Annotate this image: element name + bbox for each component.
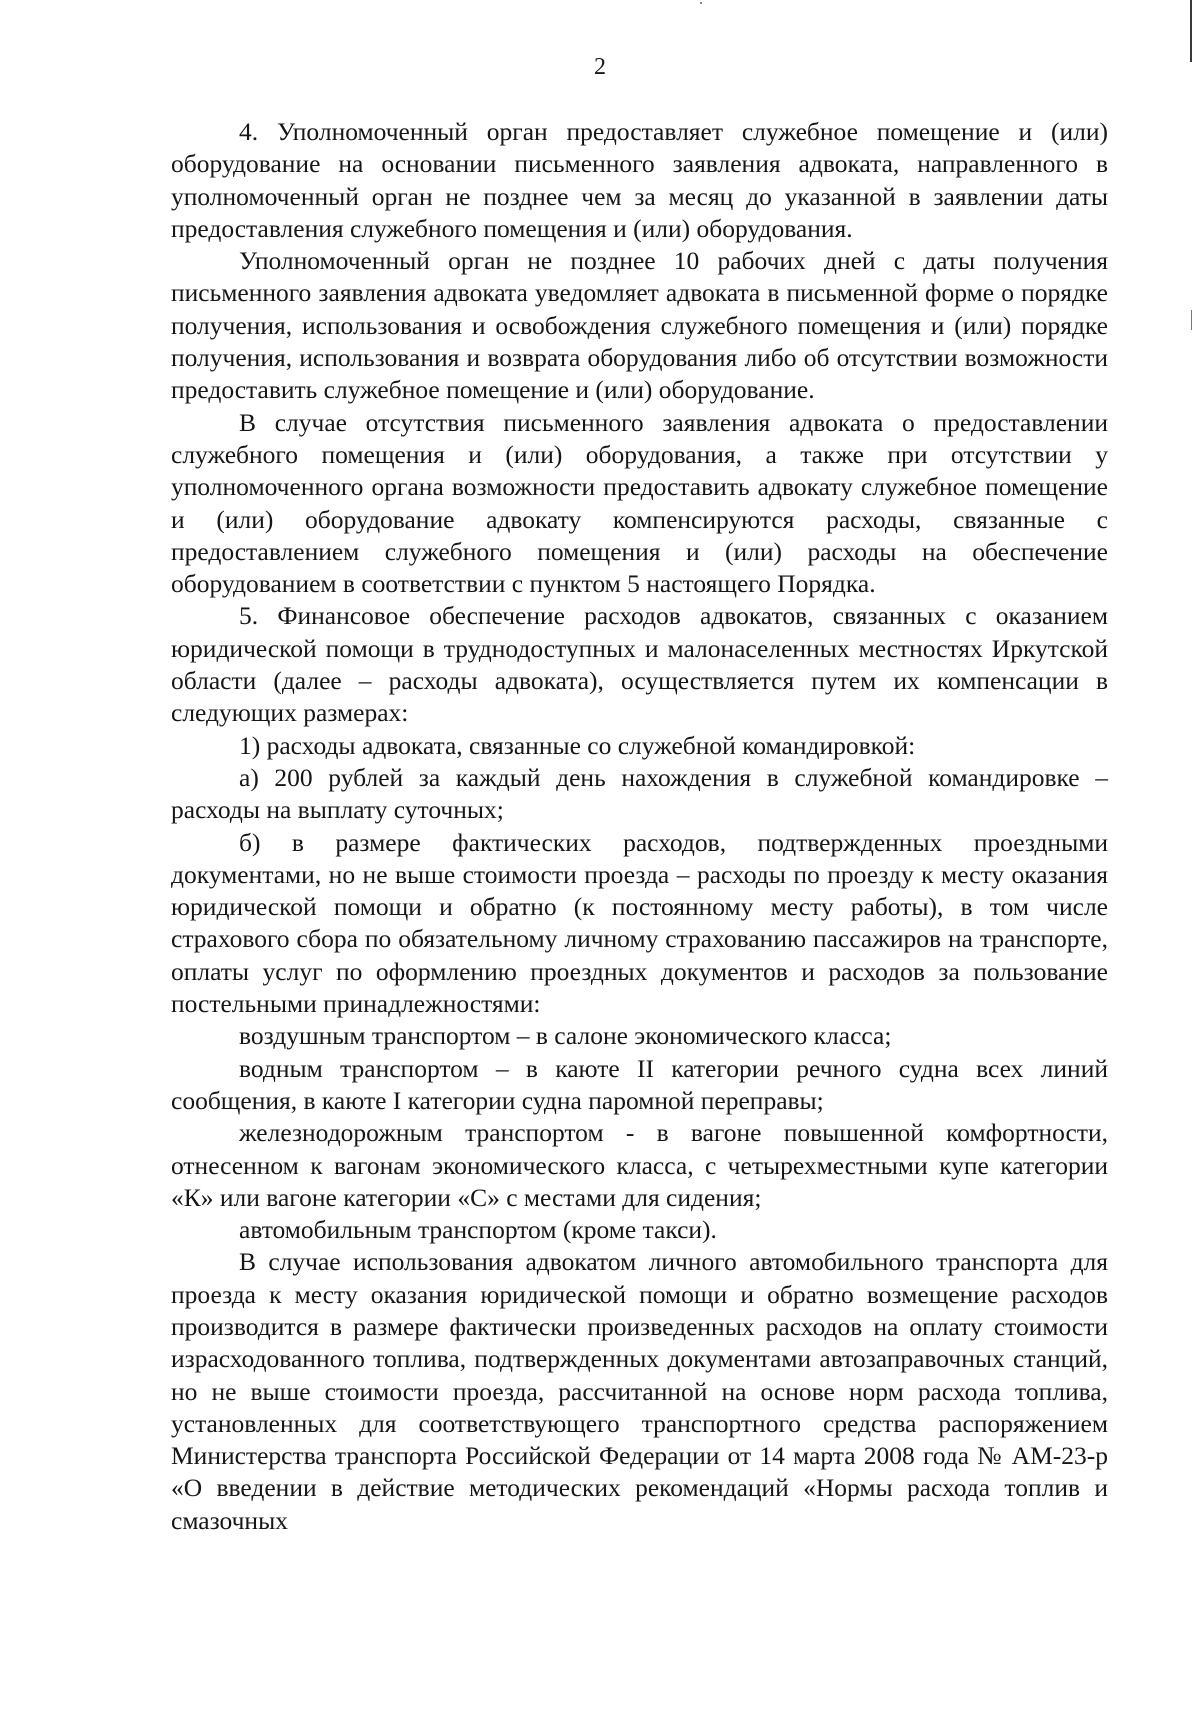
paragraph: 5. Финансовое обеспечение расходов адвокатов, связанных с оказанием юридической помощи в труднодоступных и малонаселенных местностях Иркутской области (далее – расходы адвоката), осуществляется путем их компенсации в следующих размерах: <box>171 601 1108 728</box>
paragraph: водным транспортом – в каюте II категории речного судна всех линий сообщения, в каюте I категории судна паромной переправы; <box>171 1053 1108 1115</box>
paragraph: автомобильным транспортом (кроме такси). <box>239 1215 717 1245</box>
paragraph: В случае отсутствия письменного заявления адвоката о предоставлении служебного помещения и (или) оборудования, а также при отсутствии у уполномоченного органа возможности предоставить адвокату служебное помещение и (или) оборудование адвокату компенсируются расходы, связанные с предоставлением служебного помещения и (или) расходы на обеспечение оборудованием в соответствии с пунктом 5 настоящего Порядка. <box>171 407 1108 599</box>
scan-edge-line <box>1191 310 1192 330</box>
paragraph: 1) расходы адвоката, связанные со служебной командировкой: <box>239 730 916 760</box>
scan-edge-line <box>1190 0 1192 62</box>
document-body <box>171 116 1108 1537</box>
paragraph: В случае использования адвокатом личного автомобильного транспорта для проезда к месту оказания юридической помощи и обратно возмещение расходов производится в размере фактически произведенных расходов на оплату стоимости израсходованного топлива, подтвержденных документами автозаправочных станций, но не выше стоимости проезда, рассчитанной на основе норм расхода топлива, установленных для соответствующего транспортного средства распоряжением Министерства транспорта Российской Федерации от 14 марта 2008 года № АМ-23-р «О введении в действие методических рекомендаций «Нормы расхода топлив и смазочных <box>171 1247 1108 1535</box>
paragraph: железнодорожным транспортом - в вагоне повышенной комфортности, отнесенном к вагонам экономического класса, с четырехместными купе категории «К» или вагоне категории «С» с местами для сидения; <box>171 1118 1108 1212</box>
paragraph: Уполномоченный орган не позднее 10 рабочих дней с даты получения письменного заявления адвоката уведомляет адвоката в письменной форме о порядке получения, использования и освобождения служебного помещения и (или) порядке получения, использования и возврата оборудования либо об отсутствии возможности предоставить служебное помещение и (или) оборудование. <box>171 246 1108 405</box>
paragraph: воздушным транспортом – в салоне экономического класса; <box>239 1021 892 1051</box>
paragraph: 4. Уполномоченный орган предоставляет служебное помещение и (или) оборудование на основании письменного заявления адвоката, направленного в уполномоченный орган не позднее чем за месяц до указанной в заявлении даты предоставления служебного помещения и (или) оборудования. <box>171 117 1108 243</box>
page-number: 2 <box>594 54 606 80</box>
paragraph: а) 200 рублей за каждый день нахождения в служебной командировке – расходы на выплату суточных; <box>171 762 1108 825</box>
paragraph: б) в размере фактических расходов, подтвержденных проездными документами, но не выше стоимости проезда – расходы по проезду к месту оказания юридической помощи и обратно (к постоянному месту работы), в том числе страхового сбора по обязательному личному страхованию пассажиров на транспорте, оплаты услуг по оформлению проездных документов и расходов за пользование постельными принадлежностями: <box>171 827 1108 1019</box>
scan-artifact <box>700 2 702 4</box>
